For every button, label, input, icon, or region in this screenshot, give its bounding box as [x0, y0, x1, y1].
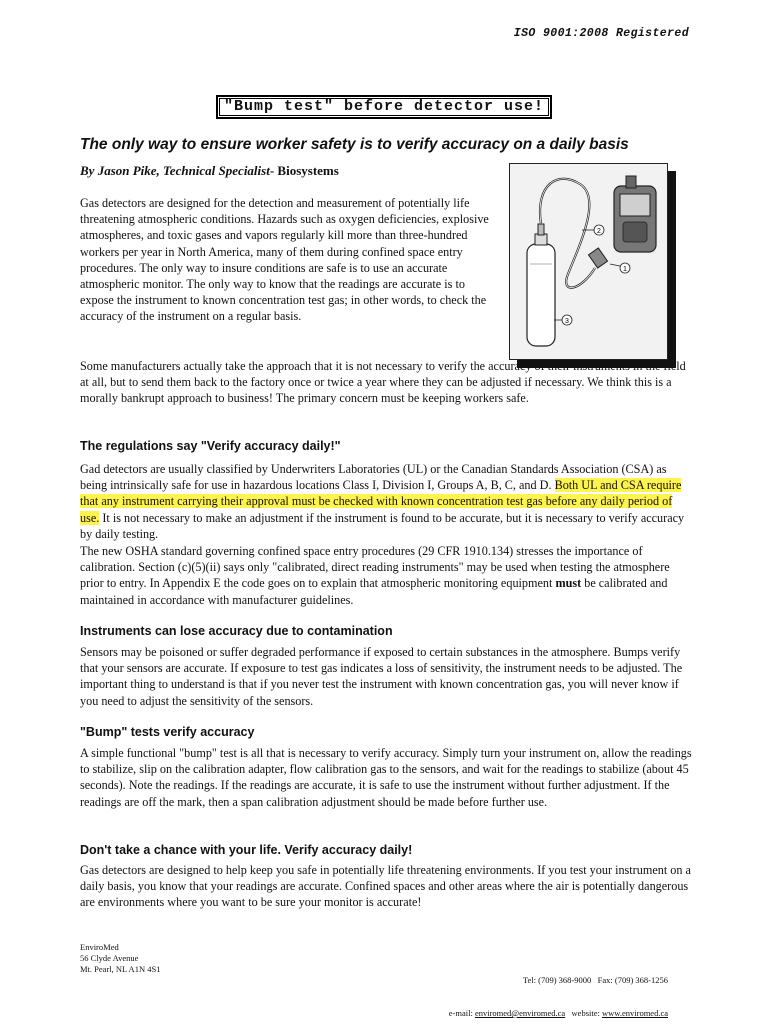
footer-email-link[interactable]: enviromed@enviromed.ca: [474, 1008, 566, 1018]
regulations-emphasis: must: [555, 576, 582, 591]
callout-2: 2: [597, 228, 601, 235]
callout-3: 3: [565, 318, 569, 325]
regulations-p2-intro: The new OSHA standard governing confined space entry procedures (29 CFR 1910.134) stresses the importance of calibration. Section (c)(5)(ii) says only "calibrated, direct reading instruments" may be used when testing the atmosphere prior to entry. In Appendix E the code goes on to explain that atmospheric monitoring equipment: [80, 544, 670, 591]
regulations-highlight: Both UL and CSA require that any instrument carrying their approval must be checked with known concentration test gas before any daily period of use.: [80, 478, 682, 525]
footer-city: Mt. Pearl, NL A1N 4S1: [80, 964, 161, 974]
intro-paragraph-2: Some manufacturers actually take the approach that it is not necessary to verify the accuracy of their instruments in the field at all, but to send them back to the factory once or twice a year where they can be adjusted if necessary. We think this is a morally bankrupt approach to business! The primary concern must be keeping workers safe.: [80, 359, 686, 406]
regulations-paragraph-1: [80, 461, 692, 542]
banner-title: "Bump test" before detector use!: [219, 98, 549, 116]
callout-1: 1: [623, 266, 627, 273]
chance-paragraph: Gas detectors are designed to help keep you safe in potentially life threatening environments. If you test your instrument on a daily basis, you know that your readings are accurate. Confined spaces and other areas where the air is potentially dangerous are environments where you want to be sure your monitor is accurate!: [80, 863, 691, 910]
regulations-p1-intro: Gad detectors are usually classified by Underwriters Laboratories (UL) or the Canadian Standards Association (CSA) as being intrinsically safe for use in hazardous locations Class I, Division I, Groups A, B, C, and D.: [80, 462, 667, 493]
banner-box: [216, 95, 552, 119]
regulations-paragraph-2: [80, 543, 692, 608]
byline-separator: -: [269, 163, 275, 178]
byline-company: Biosystems: [274, 163, 339, 178]
byline: [80, 163, 339, 179]
footer-company: EnviroMed: [80, 942, 119, 952]
regulations-p2-end: be calibrated and maintained in accordance with manufacturer guidelines.: [80, 576, 668, 607]
intro-paragraph-1: Gas detectors are designed for the detection and measurement of potentially life threatening atmospheric conditions. Hazards such as oxygen deficiencies, explosive atmospheres, and toxic gases and vapors regularly kill more than three-hundred workers per year in North America, many of them during confined space entry procedures. The only way to insure conditions are safe is to use an accurate atmospheric monitor. The only way to know that the readings are accurate is to expose the instrument to known concentration test gas; in other words, to check the accuracy of the instrument on a regular basis.: [80, 196, 489, 324]
footer-phone: Tel: (709) 368-9000 Fax: (709) 368-1256: [522, 975, 668, 985]
gas-detector-illustration: [510, 164, 667, 359]
contamination-paragraph: Sensors may be poisoned or suffer degraded performance if exposed to certain substances in the atmosphere. Bumps verify that your sensors are accurate. If exposure to test gas indicates a loss of sensitivity, the instrument needs to be adjusted. The important thing to understand is that if you never test the instrument with known concentration gas, you will never know if you need to adjust the sensitivity of the sensors.: [80, 645, 683, 708]
byline-author: By Jason Pike, Technical Specialist: [80, 163, 270, 178]
bump-test-figure: [509, 163, 668, 360]
footer-website-label: website:: [565, 1008, 602, 1018]
contamination-heading: Instruments can lose accuracy due to contamination: [80, 624, 393, 638]
chance-heading: Don't take a chance with your life. Verify accuracy daily!: [80, 843, 413, 857]
footer-email-label: e-mail:: [448, 1008, 475, 1018]
iso-registration: ISO 9001:2008 Registered: [513, 27, 689, 40]
footer-address: [80, 942, 160, 975]
footer-contact: [449, 953, 668, 1030]
headline: The only way to ensure worker safety is to verify accuracy on a daily basis: [80, 136, 629, 153]
regulations-p1-end: It is not necessary to make an adjustment if the instrument is found to be accurate, but it is necessary to verify accuracy by daily testing.: [80, 510, 685, 541]
regulations-heading: The regulations say "Verify accuracy daily!": [80, 439, 341, 453]
bump-paragraph: A simple functional "bump" test is all that is necessary to verify accuracy. Simply turn your instrument on, allow the readings to stabilize, slip on the calibration adapter, flow calibration gas to the sensors, and wait for the readings to stabilize (about 45 seconds). Note the readings. If the readings are accurate, it is safe to use the instrument without further adjustment. If the readings are off the mark, then a span calibration adjustment should be made before further use.: [80, 746, 692, 809]
footer-street: 56 Clyde Avenue: [80, 953, 139, 963]
bump-heading: "Bump" tests verify accuracy: [80, 725, 255, 739]
footer-website-link[interactable]: www.enviromed.ca: [601, 1008, 668, 1018]
